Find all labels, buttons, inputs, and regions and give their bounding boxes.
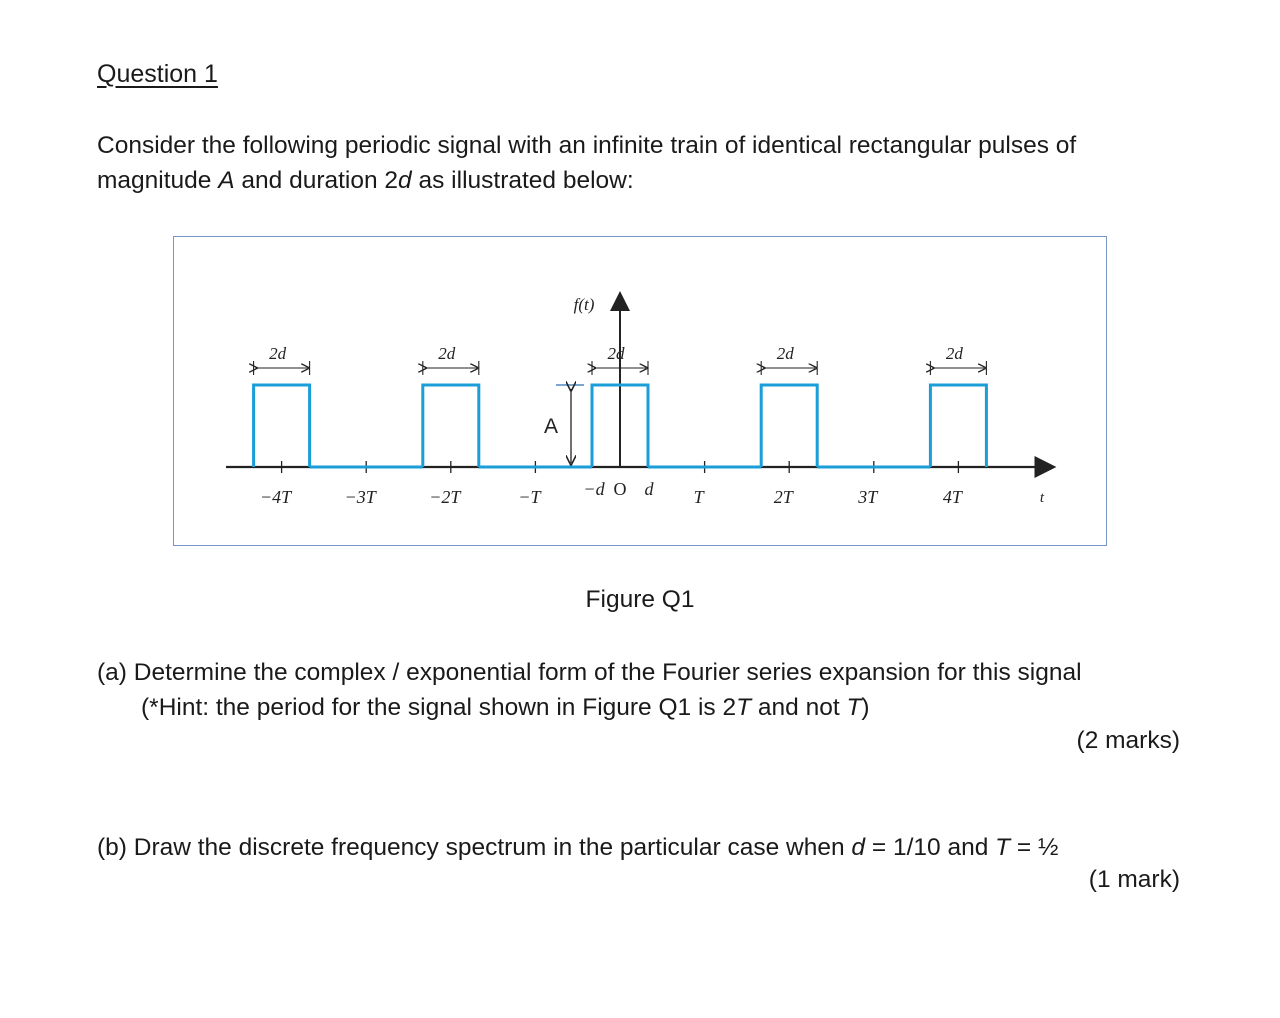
- part-a: [97, 655, 1187, 725]
- hint-text-3: ): [861, 694, 870, 721]
- figure-q1: [173, 236, 1107, 546]
- part-b-text-2: = 1/10 and: [865, 834, 996, 861]
- origin-label: O: [613, 479, 627, 499]
- part-a-line1: (a) Determine the complex / exponential form of the Fourier series expansion for this signal: [97, 659, 1082, 686]
- figure-caption: Figure Q1: [585, 586, 695, 613]
- hint-text-2: and not: [751, 694, 847, 721]
- x-tick-label: −T: [518, 487, 541, 507]
- rectangular-pulse: [761, 385, 817, 467]
- width-label: 2d: [776, 344, 794, 363]
- neg-d-label: −d: [583, 479, 605, 499]
- y-axis-label: f(t): [573, 295, 595, 314]
- hint-text-1: (*Hint: the period for the signal shown in Figure Q1 is 2: [141, 694, 737, 721]
- hint-var-t2: T: [846, 694, 862, 721]
- part-b-marks: (1 mark): [1088, 866, 1180, 893]
- intro-text-3: as illustrated below:: [411, 167, 634, 194]
- x-tick-label: 4T: [942, 487, 962, 507]
- rectangular-pulse: [254, 385, 310, 467]
- part-b: [97, 830, 1187, 865]
- intro-var-d: d: [398, 167, 412, 194]
- question-intro: [97, 128, 1187, 198]
- amplitude-label: A: [543, 415, 559, 438]
- rectangular-pulse: [423, 385, 479, 467]
- part-b-var-t: T: [995, 834, 1011, 861]
- intro-text-1: Consider the following periodic signal with an infinite train of identical rectangular pulses of magnitude: [97, 132, 1077, 194]
- part-a-marks: (2 marks): [1076, 727, 1180, 754]
- width-label: 2d: [945, 344, 963, 363]
- intro-text-2: and duration 2: [234, 167, 399, 194]
- x-tick-label: −3T: [344, 487, 376, 507]
- width-label: 2d: [438, 344, 456, 363]
- question-heading: Question 1: [97, 60, 218, 88]
- t-axis-label: t: [1039, 490, 1045, 506]
- part-a-hint: [97, 690, 1187, 725]
- x-tick-label: −4T: [260, 487, 292, 507]
- width-label: 2d: [269, 344, 287, 363]
- part-b-text-3: = ½: [1010, 834, 1059, 861]
- x-tick-label: 3T: [858, 487, 878, 507]
- part-b-text-1: (b) Draw the discrete frequency spectrum in the particular case when: [97, 834, 852, 861]
- intro-var-a: A: [218, 167, 235, 194]
- x-tick-label: 2T: [773, 487, 793, 507]
- rectangular-pulse: [930, 385, 986, 467]
- width-label: 2d: [607, 344, 625, 363]
- x-tick-label: −2T: [429, 487, 461, 507]
- part-b-var-d: d: [851, 834, 866, 861]
- pulse-train-diagram: [174, 237, 1108, 547]
- pos-d-label: d: [644, 479, 654, 499]
- x-tick-label: T: [693, 487, 704, 507]
- hint-var-t1: T: [736, 694, 752, 721]
